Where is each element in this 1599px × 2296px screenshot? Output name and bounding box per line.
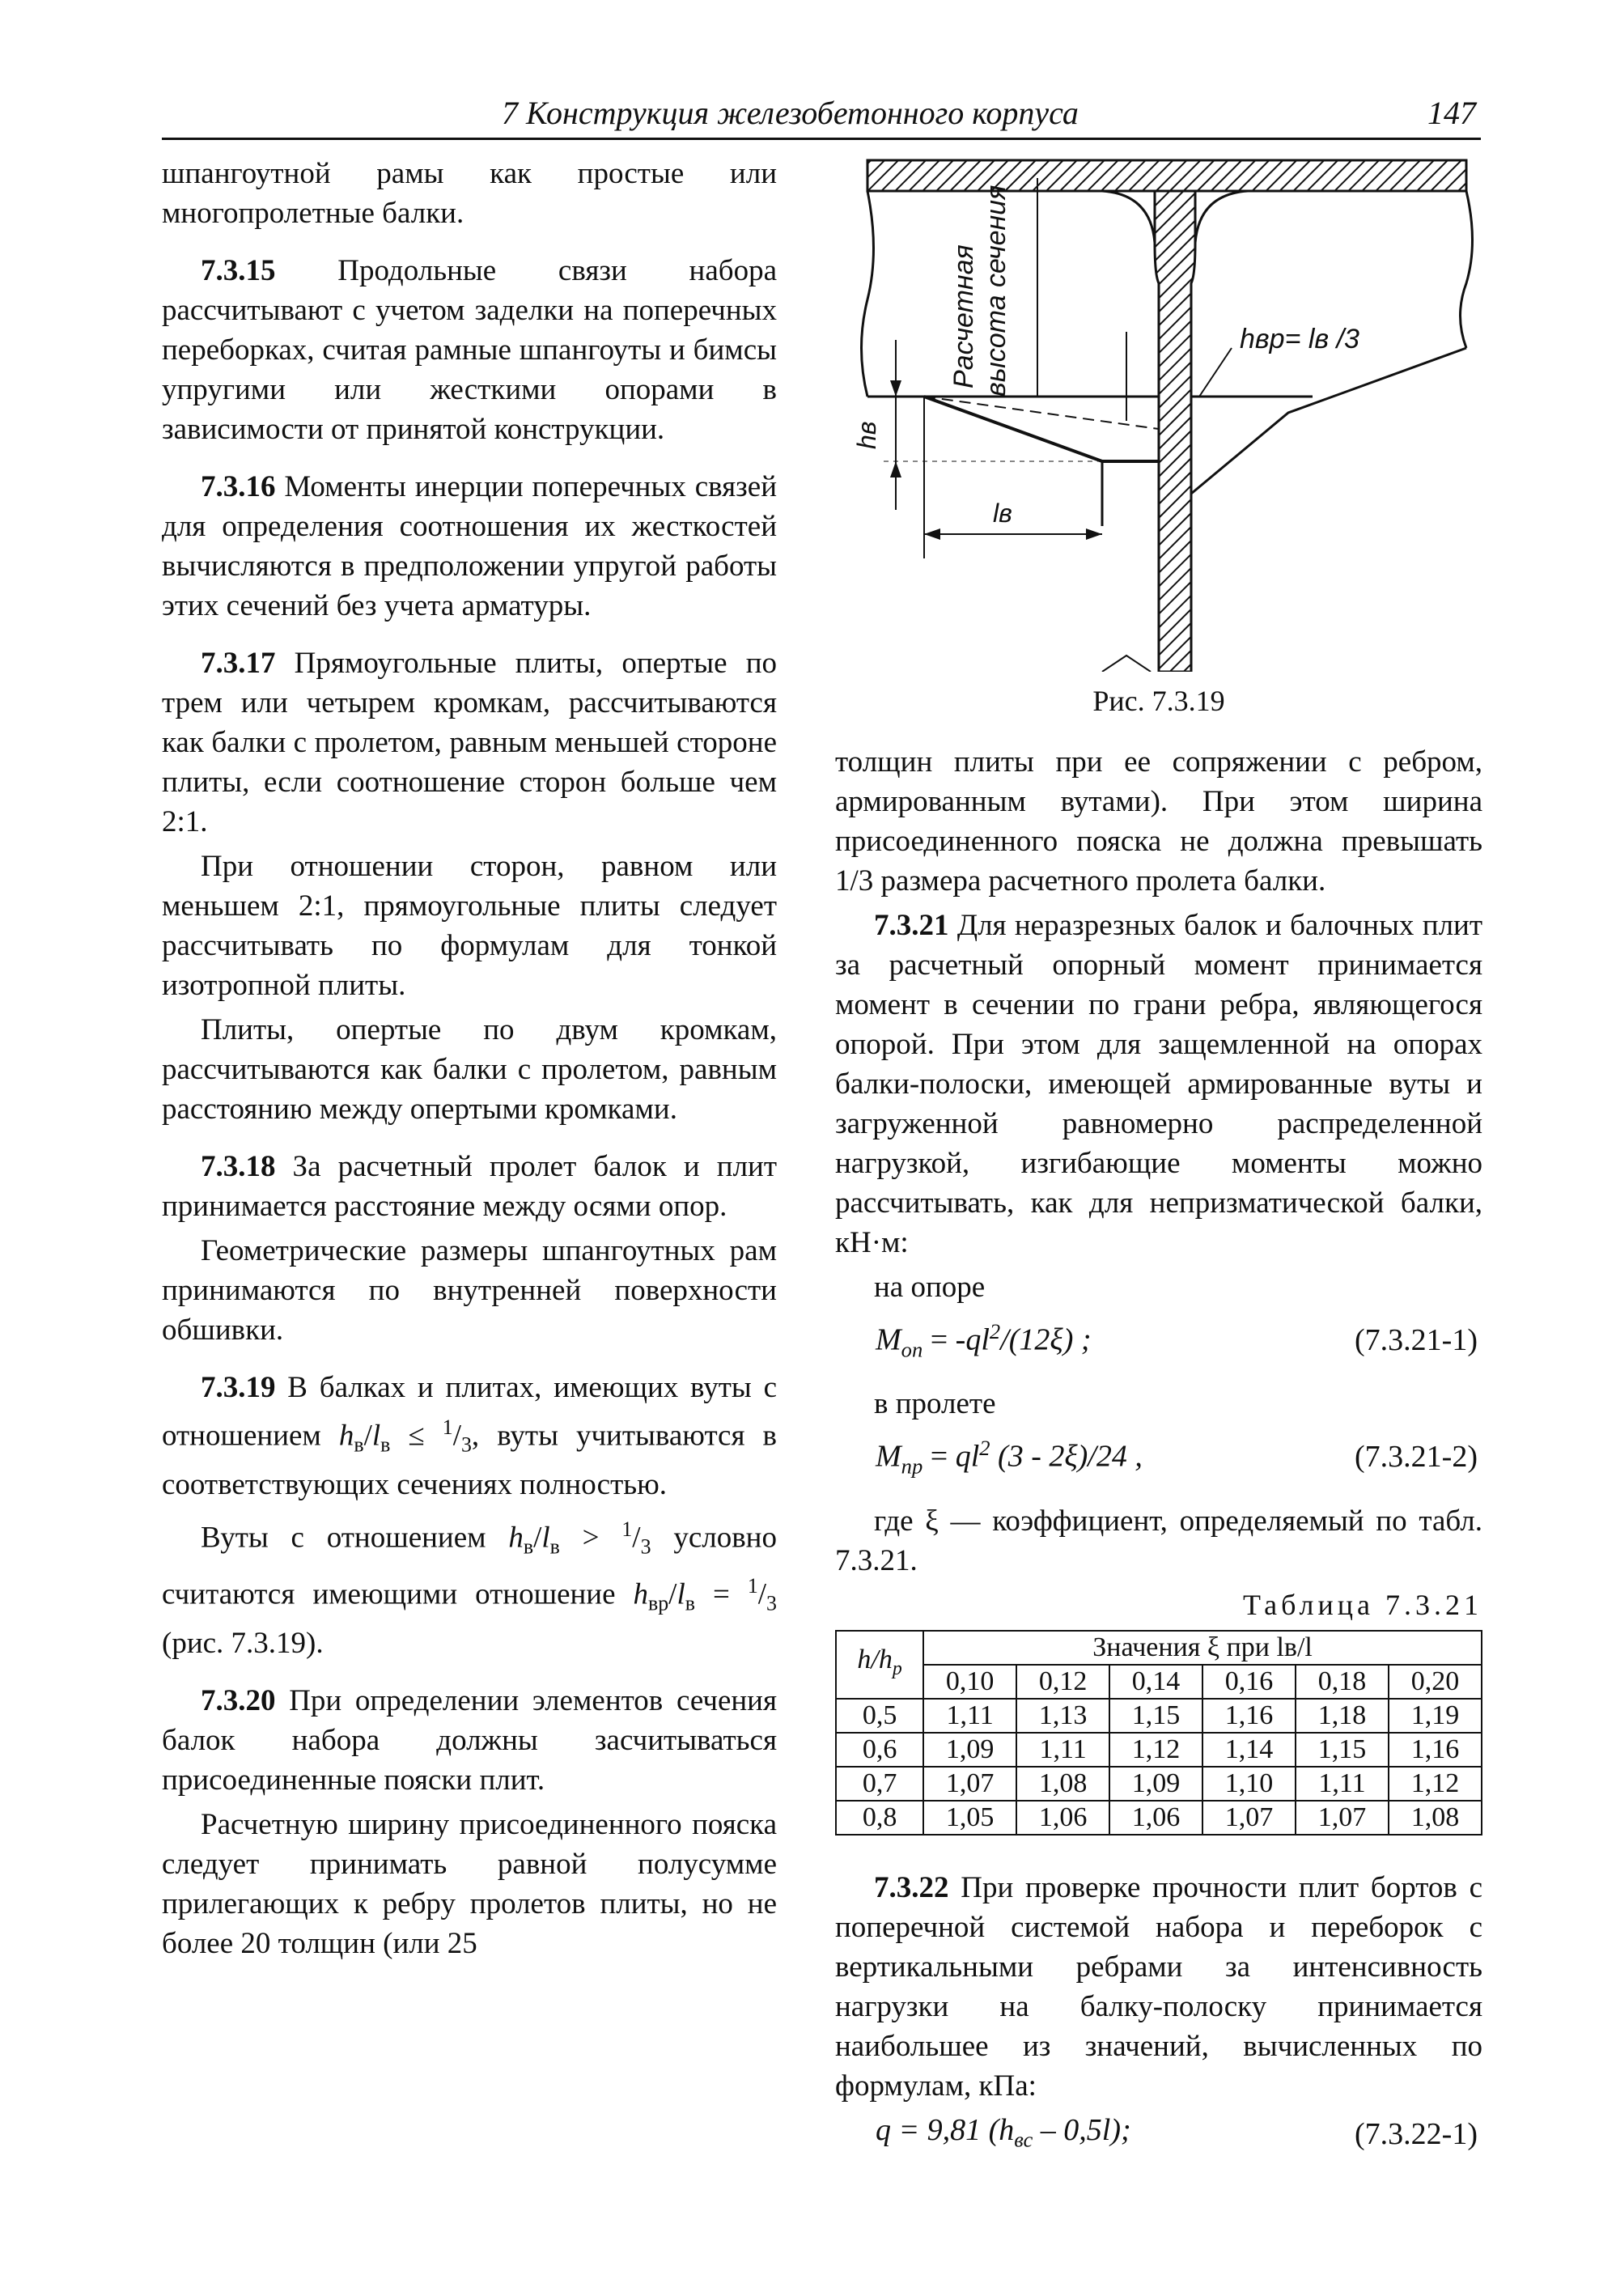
table-cell: 1,15	[1109, 1699, 1202, 1733]
left-haunch	[924, 397, 1159, 461]
table-row	[836, 1801, 1482, 1835]
paragraph-7-3-16: 7.3.16 Моменты инерции поперечных связей для определения соотношения их жесткостей вычисляются в предположении упругой работы этих сечений без учета арматуры.	[162, 470, 777, 622]
table-col-head: 0,14	[1109, 1665, 1202, 1699]
table-col-head: 0,12	[1016, 1665, 1109, 1699]
table-cell: 1,11	[1296, 1767, 1389, 1801]
paragraph-7-3-19: 7.3.19 В балках и плитах, имеющих вуты с отношением $h_в/l_в \le ^1/_3$, вуты учитываются в соответствующих сечениях полностью.	[162, 1371, 777, 1501]
table-col-head: 0,18	[1296, 1665, 1389, 1699]
left-column	[162, 154, 777, 1981]
table-row-head: 0,8	[836, 1801, 923, 1835]
table-row	[836, 1767, 1482, 1801]
formula-7-3-22-1: q = 9,81 $(h_{вс} - 0,5l)$; (7.3.22-1)	[876, 2112, 1478, 2152]
table-cell: 1,13	[1016, 1699, 1109, 1733]
rib	[1155, 191, 1195, 672]
paragraph-where: где ξ — коэффициент, определяемый по табл. 7.3.21.	[835, 1504, 1482, 1577]
table-cell: 1,16	[1389, 1733, 1482, 1767]
table-cell: 1,07	[1202, 1801, 1296, 1835]
table-head-h: $h/h_р$	[836, 1631, 923, 1699]
table-cell: 1,16	[1202, 1699, 1296, 1733]
table-cell: 1,14	[1202, 1733, 1296, 1767]
top-plate	[867, 160, 1466, 191]
table-cell: 1,09	[1109, 1767, 1202, 1801]
paragraph-7-3-22: 7.3.22 При проверке прочности плит бортов с поперечной системой набора и переборок с вертикальными ребрами за интенсивность нагрузки на балку-полоску принимается наибольшее из значений, вычисленных по формулам, кПа:	[835, 1870, 1482, 2103]
figure-7-3-19	[835, 154, 1482, 688]
vertical-label-2: высота сечения	[981, 185, 1012, 397]
paragraph-7-3-20: 7.3.20 При определении элементов сечения балок набора должны засчитываться присоединенные пояски плит.	[162, 1684, 777, 1797]
label-in-span: в пролете	[874, 1387, 996, 1421]
paragraph-7-3-21: 7.3.21 Для неразрезных балок и балочных плит за расчетный опорный момент принимается момент в сечении по грани ребра, являющегося опорой. При этом для защемленной на опорах балки-полоски, имеющей армированные вуты и загруженной равномерно распределенной нагрузкой, изгибающие моменты можно рассчитывать, как для непризматической балки, кН·м:	[835, 909, 1482, 1259]
label-on-support: на опоре	[874, 1271, 986, 1304]
coefficient-table	[835, 1630, 1482, 1836]
table-cell: 1,09	[923, 1733, 1016, 1767]
formula-7-3-21-1: $M_{оп} = -ql^2/(12\xi)$ ; (7.3.21-1)	[876, 1319, 1478, 1362]
hv-label: hв	[852, 421, 881, 449]
table-caption: Таблица 7.3.21	[1243, 1588, 1482, 1621]
table-row-head: 0,5	[836, 1699, 923, 1733]
running-header	[162, 91, 1481, 140]
table-cell: 1,11	[923, 1699, 1016, 1733]
page-number: 147	[1427, 95, 1476, 131]
table-col-head: 0,20	[1389, 1665, 1482, 1699]
table-cell: 1,15	[1296, 1733, 1389, 1767]
right-column	[835, 154, 1482, 2174]
table-cell: 1,08	[1389, 1801, 1482, 1835]
table-head-values: Значения ξ при lв/l	[923, 1631, 1482, 1665]
table-cell: 1,19	[1389, 1699, 1482, 1733]
table-cell: 1,18	[1296, 1699, 1389, 1733]
table-cell: 1,08	[1016, 1767, 1109, 1801]
paragraph: Плиты, опертые по двум кромкам, рассчитываются как балки с пролетом, равным расстоянию между опертыми кромками.	[162, 1013, 777, 1126]
lv-label: lв	[993, 499, 1012, 528]
table-row	[836, 1733, 1482, 1767]
table-col-head: 0,10	[923, 1665, 1016, 1699]
formula-7-3-21-2: $M_{пр} = ql^2$ (3 - 2ξ)/24 , (7.3.21-2)	[876, 1436, 1478, 1479]
table-row-head: 0,6	[836, 1733, 923, 1767]
table-cell: 1,05	[923, 1801, 1016, 1835]
haunch-diagram	[835, 154, 1482, 672]
paragraph: Геометрические размеры шпангоутных рам принимаются по внутренней поверхности обшивки.	[162, 1234, 777, 1347]
table-cell: 1,11	[1016, 1733, 1109, 1767]
figure-caption: Рис. 7.3.19	[1092, 685, 1225, 717]
paragraph-7-3-15: 7.3.15 Продольные связи набора рассчитывают с учетом заделки на поперечных переборках, считая рамные шпангоуты и бимсы упругими или жесткими опорами в зависимости от принятой конструкции.	[162, 254, 777, 446]
table-row	[836, 1699, 1482, 1733]
vertical-label-1: Расчетная	[948, 244, 979, 388]
table-cell: 1,12	[1109, 1733, 1202, 1767]
hvr-label: hвр= lв /3	[1240, 324, 1359, 354]
chapter-title: 7 Конструкция железобетонного корпуса	[502, 95, 1079, 131]
table-cell: 1,12	[1389, 1767, 1482, 1801]
table-row-head: 0,7	[836, 1767, 923, 1801]
paragraph: толщин плиты при ее сопряжении с ребром, армированным вутами). При этом ширина присоединенного пояска не должна превышать 1/3 размера расчетного пролета балки.	[835, 745, 1482, 898]
paragraph: Расчетную ширину присоединенного пояска следует принимать равной полусумме прилегающих к ребру пролетов плиты, но не более 20 толщин (или 25	[162, 1808, 777, 1961]
table-head-row	[836, 1665, 1482, 1699]
table-cell: 1,07	[1296, 1801, 1389, 1835]
paragraph: При отношении сторон, равном или меньшем 2:1, прямоугольные плиты следует рассчитывать по формулам для тонкой изотропной плиты.	[162, 850, 777, 1002]
table-cell: 1,06	[1109, 1801, 1202, 1835]
paragraph: Вуты с отношением $h_в/l_в > ^1/_3$ условно считаются имеющими отношение $h_{вр}/l_в = ^1/_3$ (рис. 7.3.19).	[162, 1517, 777, 1661]
table-cell: 1,06	[1016, 1801, 1109, 1835]
table-col-head: 0,16	[1202, 1665, 1296, 1699]
paragraph: шпангоутной рамы как простые или многопролетные балки.	[162, 157, 777, 230]
table-cell: 1,10	[1202, 1767, 1296, 1801]
table-cell: 1,07	[923, 1767, 1016, 1801]
paragraph-7-3-18: 7.3.18 За расчетный пролет балок и плит принимается расстояние между осями опор.	[162, 1150, 777, 1223]
paragraph-7-3-17: 7.3.17 Прямоугольные плиты, опертые по трем или четырем кромкам, рассчитываются как балки с пролетом, равным меньшей стороне плиты, если соотношение сторон больше чем 2:1.	[162, 647, 777, 838]
